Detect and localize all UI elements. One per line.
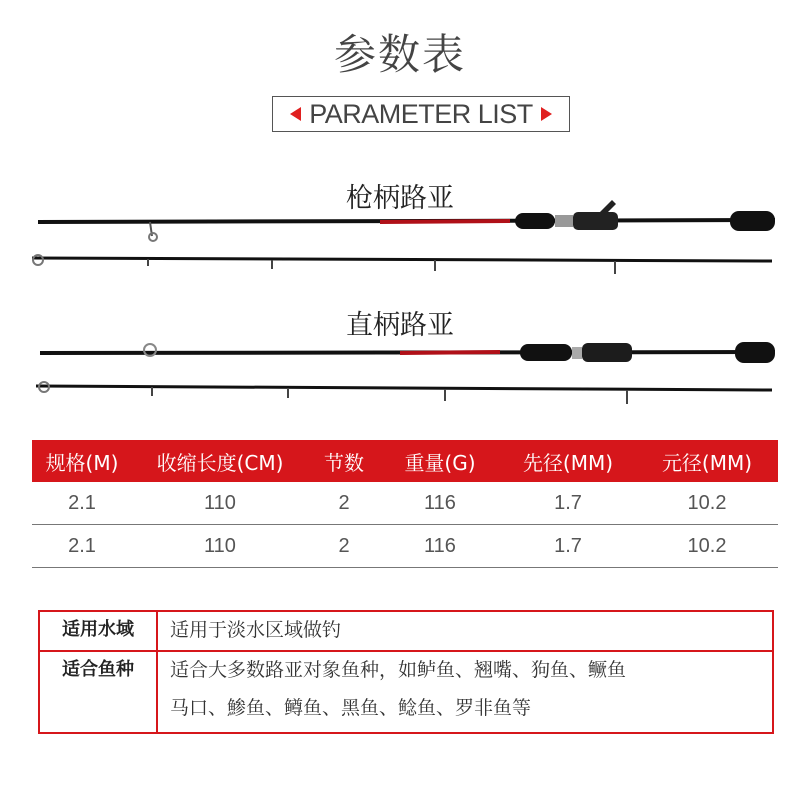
table-cell: 116 [380, 482, 500, 525]
subtitle-box [272, 96, 570, 132]
column-header: 节数 [308, 440, 380, 482]
column-header: 重量(G) [380, 440, 500, 482]
column-header: 元径(MM) [636, 440, 778, 482]
water-value: 适用于淡水区域做钓 [170, 619, 342, 641]
table-row [32, 525, 778, 568]
table-cell: 2.1 [32, 525, 132, 568]
table-cell: 10.2 [636, 482, 778, 525]
table-row [32, 482, 778, 525]
table-cell: 2.1 [32, 482, 132, 525]
triangle-left-icon [290, 107, 301, 121]
usage-info-box [38, 610, 774, 734]
fish-label: 适合鱼种 [62, 659, 134, 680]
column-header: 收缩长度(CM) [132, 440, 308, 482]
fish-value-line2: 马口、鯵鱼、鳟鱼、黑鱼、鲶鱼、罗非鱼等 [170, 697, 532, 719]
spinning-rod-image [0, 336, 800, 416]
water-row [40, 612, 772, 652]
column-header: 先径(MM) [500, 440, 636, 482]
page-title: 参数表 [333, 30, 466, 79]
spec-table-header [32, 440, 778, 482]
column-header: 规格(M) [32, 440, 132, 482]
subtitle-text: PARAMETER LIST [309, 98, 533, 129]
fish-value-line1: 适合大多数路亚对象鱼种，如鲈鱼、翘嘴、狗鱼、鳜鱼 [170, 659, 627, 681]
table-cell: 2 [308, 525, 380, 568]
casting-rod-heading: 枪柄路亚 [346, 183, 454, 214]
spec-table [32, 440, 778, 568]
table-cell: 1.7 [500, 525, 636, 568]
table-cell: 10.2 [636, 525, 778, 568]
water-label: 适用水域 [62, 619, 134, 640]
table-cell: 116 [380, 525, 500, 568]
spinning-rod-heading: 直柄路亚 [346, 310, 454, 341]
triangle-right-icon [541, 107, 552, 121]
table-cell: 1.7 [500, 482, 636, 525]
table-cell: 110 [132, 525, 308, 568]
table-cell: 2 [308, 482, 380, 525]
table-cell: 110 [132, 482, 308, 525]
casting-rod-image [0, 200, 800, 280]
